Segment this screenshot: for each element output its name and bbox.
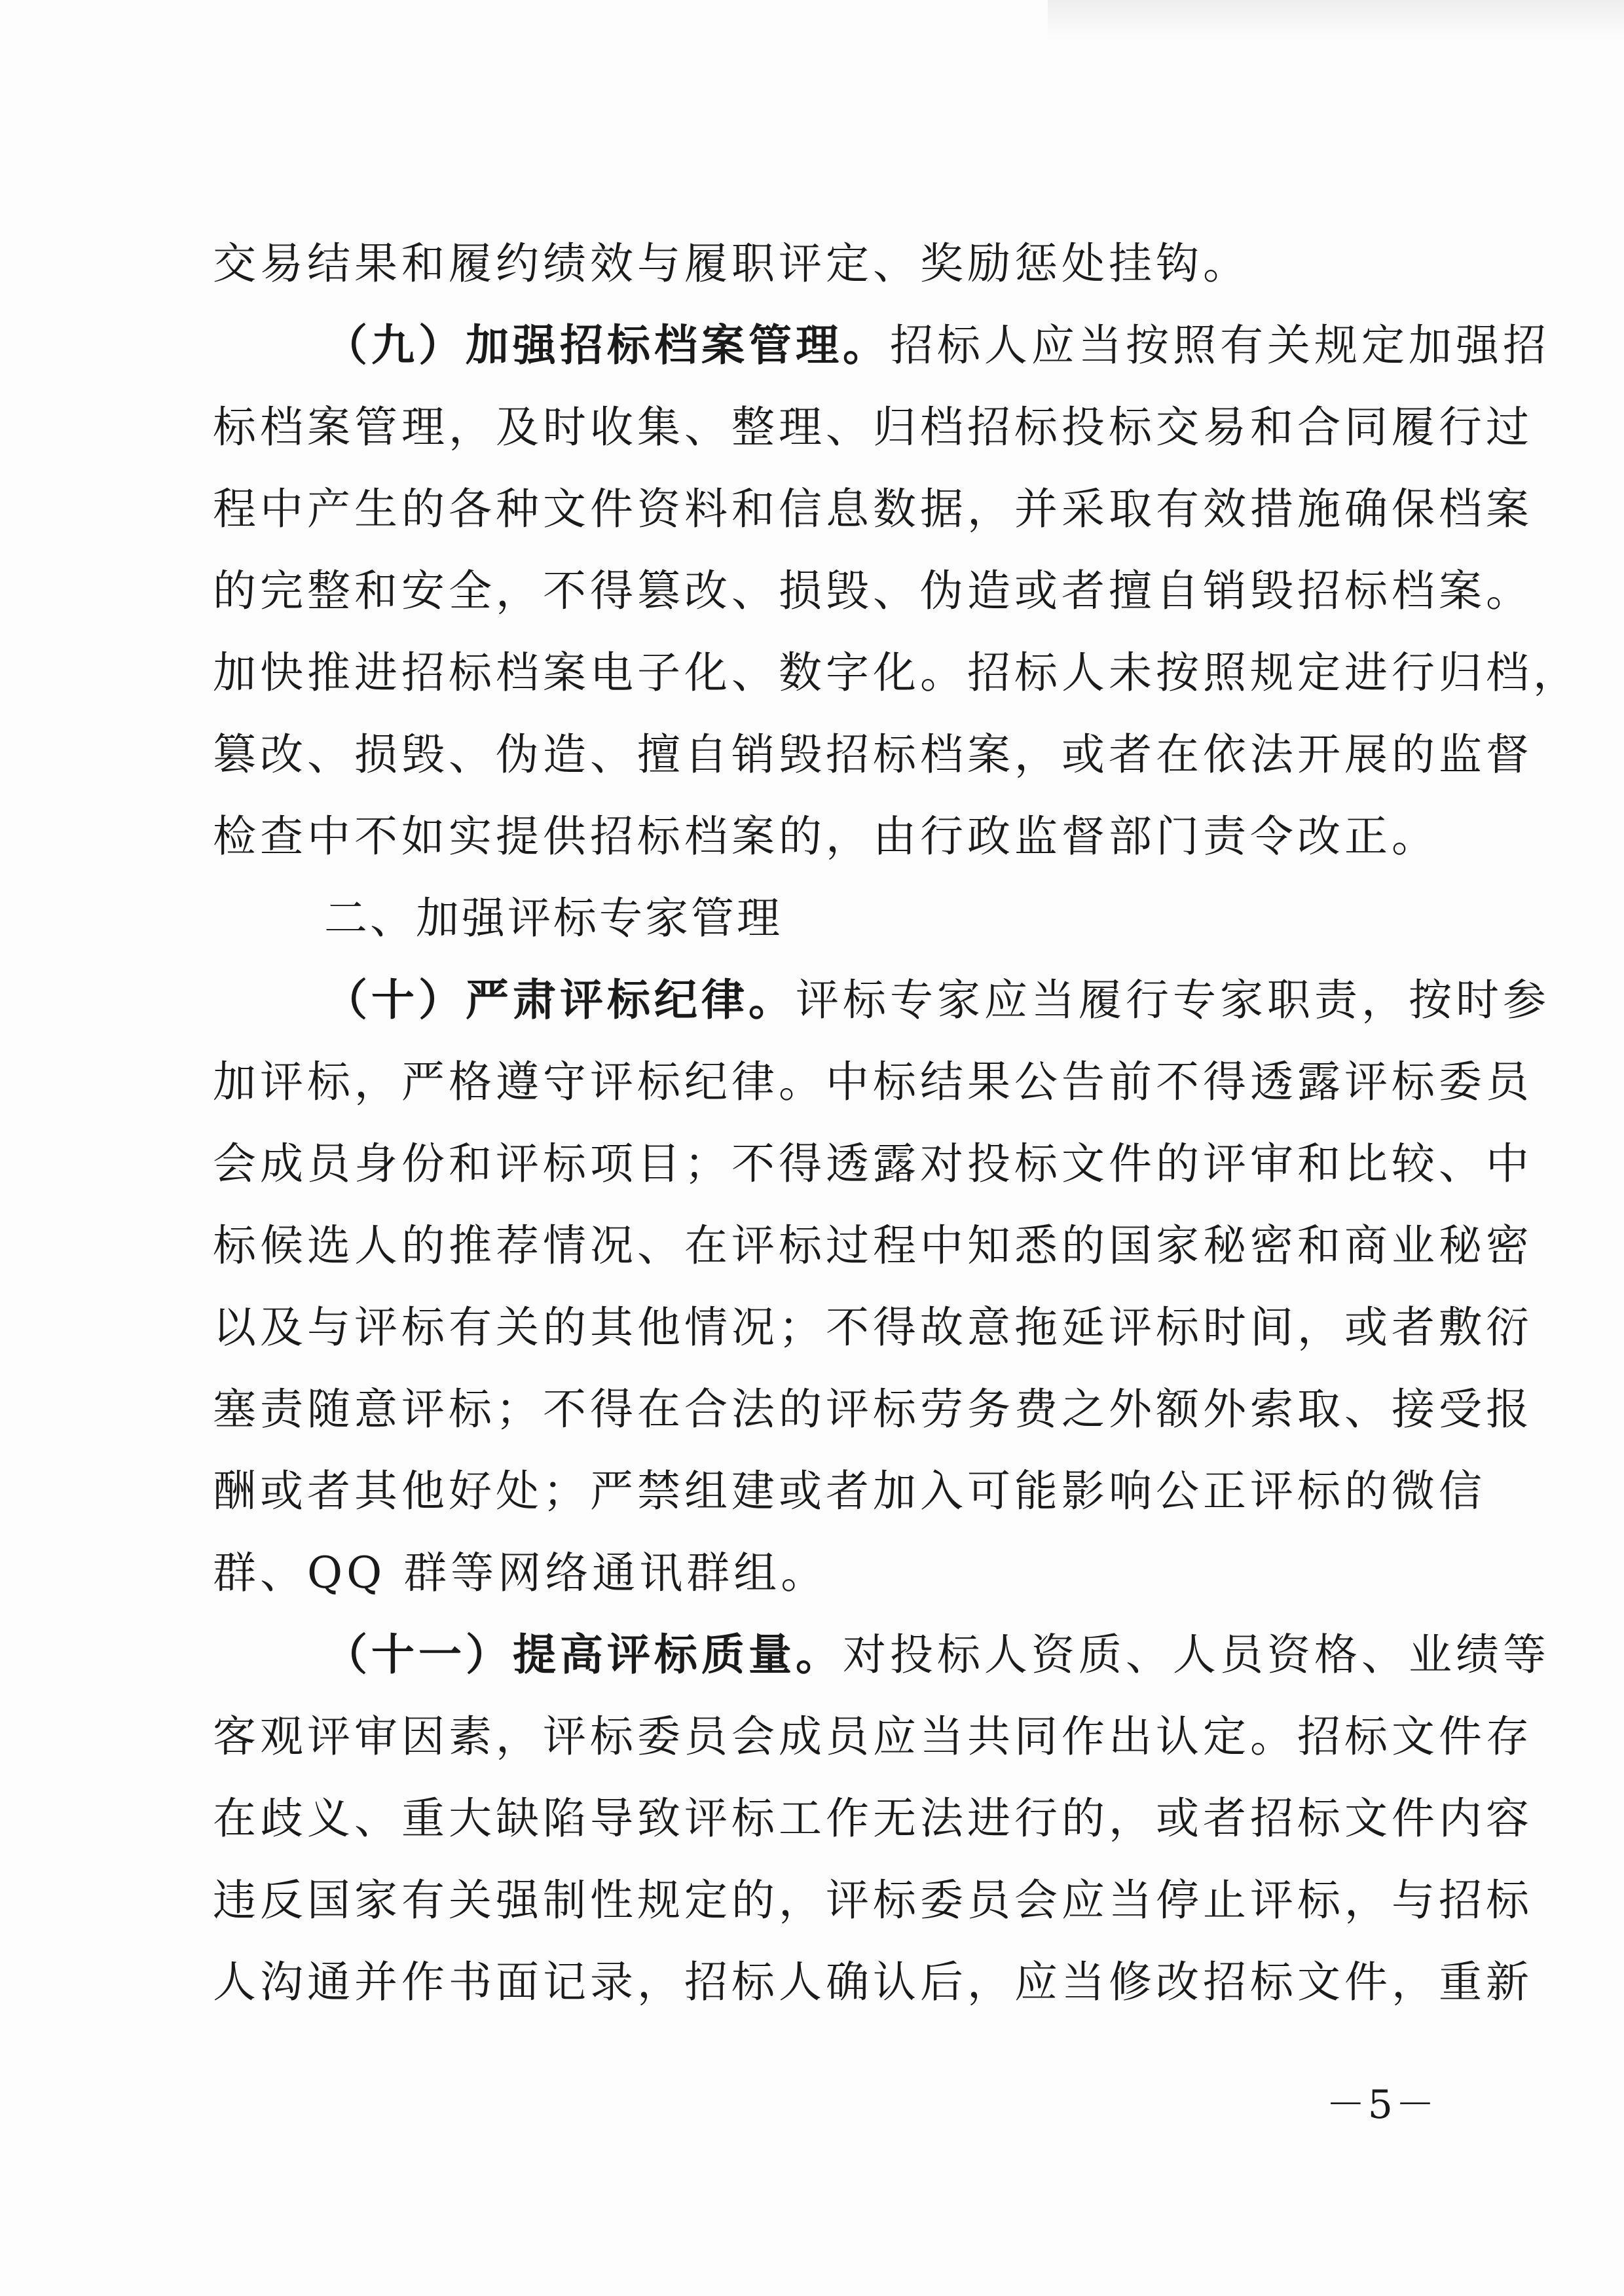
text-line: 人沟通并作书面记录，招标人确认后，应当修改招标文件，重新 (213, 1957, 1533, 2007)
text-line: 交易结果和履约绩效与履职评定、奖励惩处挂钩。 (213, 238, 1250, 289)
text-line: 酬或者其他好处；严禁组建或者加入可能影响公正评标的微信 (213, 1466, 1486, 1516)
paragraph-11-text: 对投标人资质、人员资格、业绩等 (843, 1630, 1550, 1680)
text-line: 的完整和安全，不得篡改、损毁、伪造或者擅自销毁招标档案。 (213, 566, 1533, 616)
scan-edge-shadow (1048, 0, 1624, 39)
text-line: 违反国家有关强制性规定的，评标委员会应当停止评标，与招标 (213, 1875, 1533, 1925)
text-line: 标候选人的推荐情况、在评标过程中知悉的国家秘密和商业秘密 (213, 1220, 1533, 1271)
text-line: 加评标，严格遵守评标纪律。中标结果公告前不得透露评标委员 (213, 1057, 1533, 1107)
text-line: 篡改、损毁、伪造、擅自销毁招标档案，或者在依法开展的监督 (213, 729, 1533, 780)
text-line: 检查中不如实提供招标档案的，由行政监督部门责令改正。 (213, 811, 1439, 862)
paragraph-10-heading: （十）严肃评标纪律。 (324, 974, 796, 1025)
body-text (213, 223, 1580, 2023)
text-line: 客观评审因素，评标委员会成员应当共同作出认定。招标文件存 (213, 1711, 1533, 1762)
text-line: 标档案管理，及时收集、整理、归档招标投标交易和合同履行过 (213, 402, 1533, 452)
text-line: 群、QQ 群等网络通讯群组。 (213, 1548, 828, 1598)
paragraph-11-heading: （十一）提高评标质量。 (324, 1629, 843, 1680)
text-line: 以及与评标有关的其他情况；不得故意拖延评标时间，或者敷衍 (213, 1302, 1533, 1353)
text-line: 在歧义、重大缺陷导致评标工作无法进行的，或者招标文件内容 (213, 1793, 1533, 1844)
paragraph-9-first-line (213, 304, 1550, 386)
paragraph-9-text: 招标人应当按照有关规定加强招 (890, 320, 1550, 371)
section-heading: 二、加强评标专家管理 (324, 893, 783, 943)
text-line: 塞责随意评标；不得在合法的评标劳务费之外额外索取、接受报 (213, 1384, 1533, 1434)
paragraph-10-first-line (213, 959, 1550, 1041)
text-line: 会成员身份和评标项目；不得透露对投标文件的评审和比较、中 (213, 1139, 1533, 1189)
paragraph-9-heading: （九）加强招标档案管理。 (324, 319, 890, 371)
text-line: 程中产生的各种文件资料和信息数据，并采取有效措施确保档案 (213, 484, 1533, 534)
text-line: 加快推进招标档案电子化、数字化。招标人未按照规定进行归档， (213, 647, 1580, 698)
paragraph-10-text: 评标专家应当履行专家职责，按时参 (796, 975, 1550, 1025)
page-number: －5－ (1325, 2082, 1437, 2128)
paragraph-11-first-line (213, 1614, 1550, 1696)
